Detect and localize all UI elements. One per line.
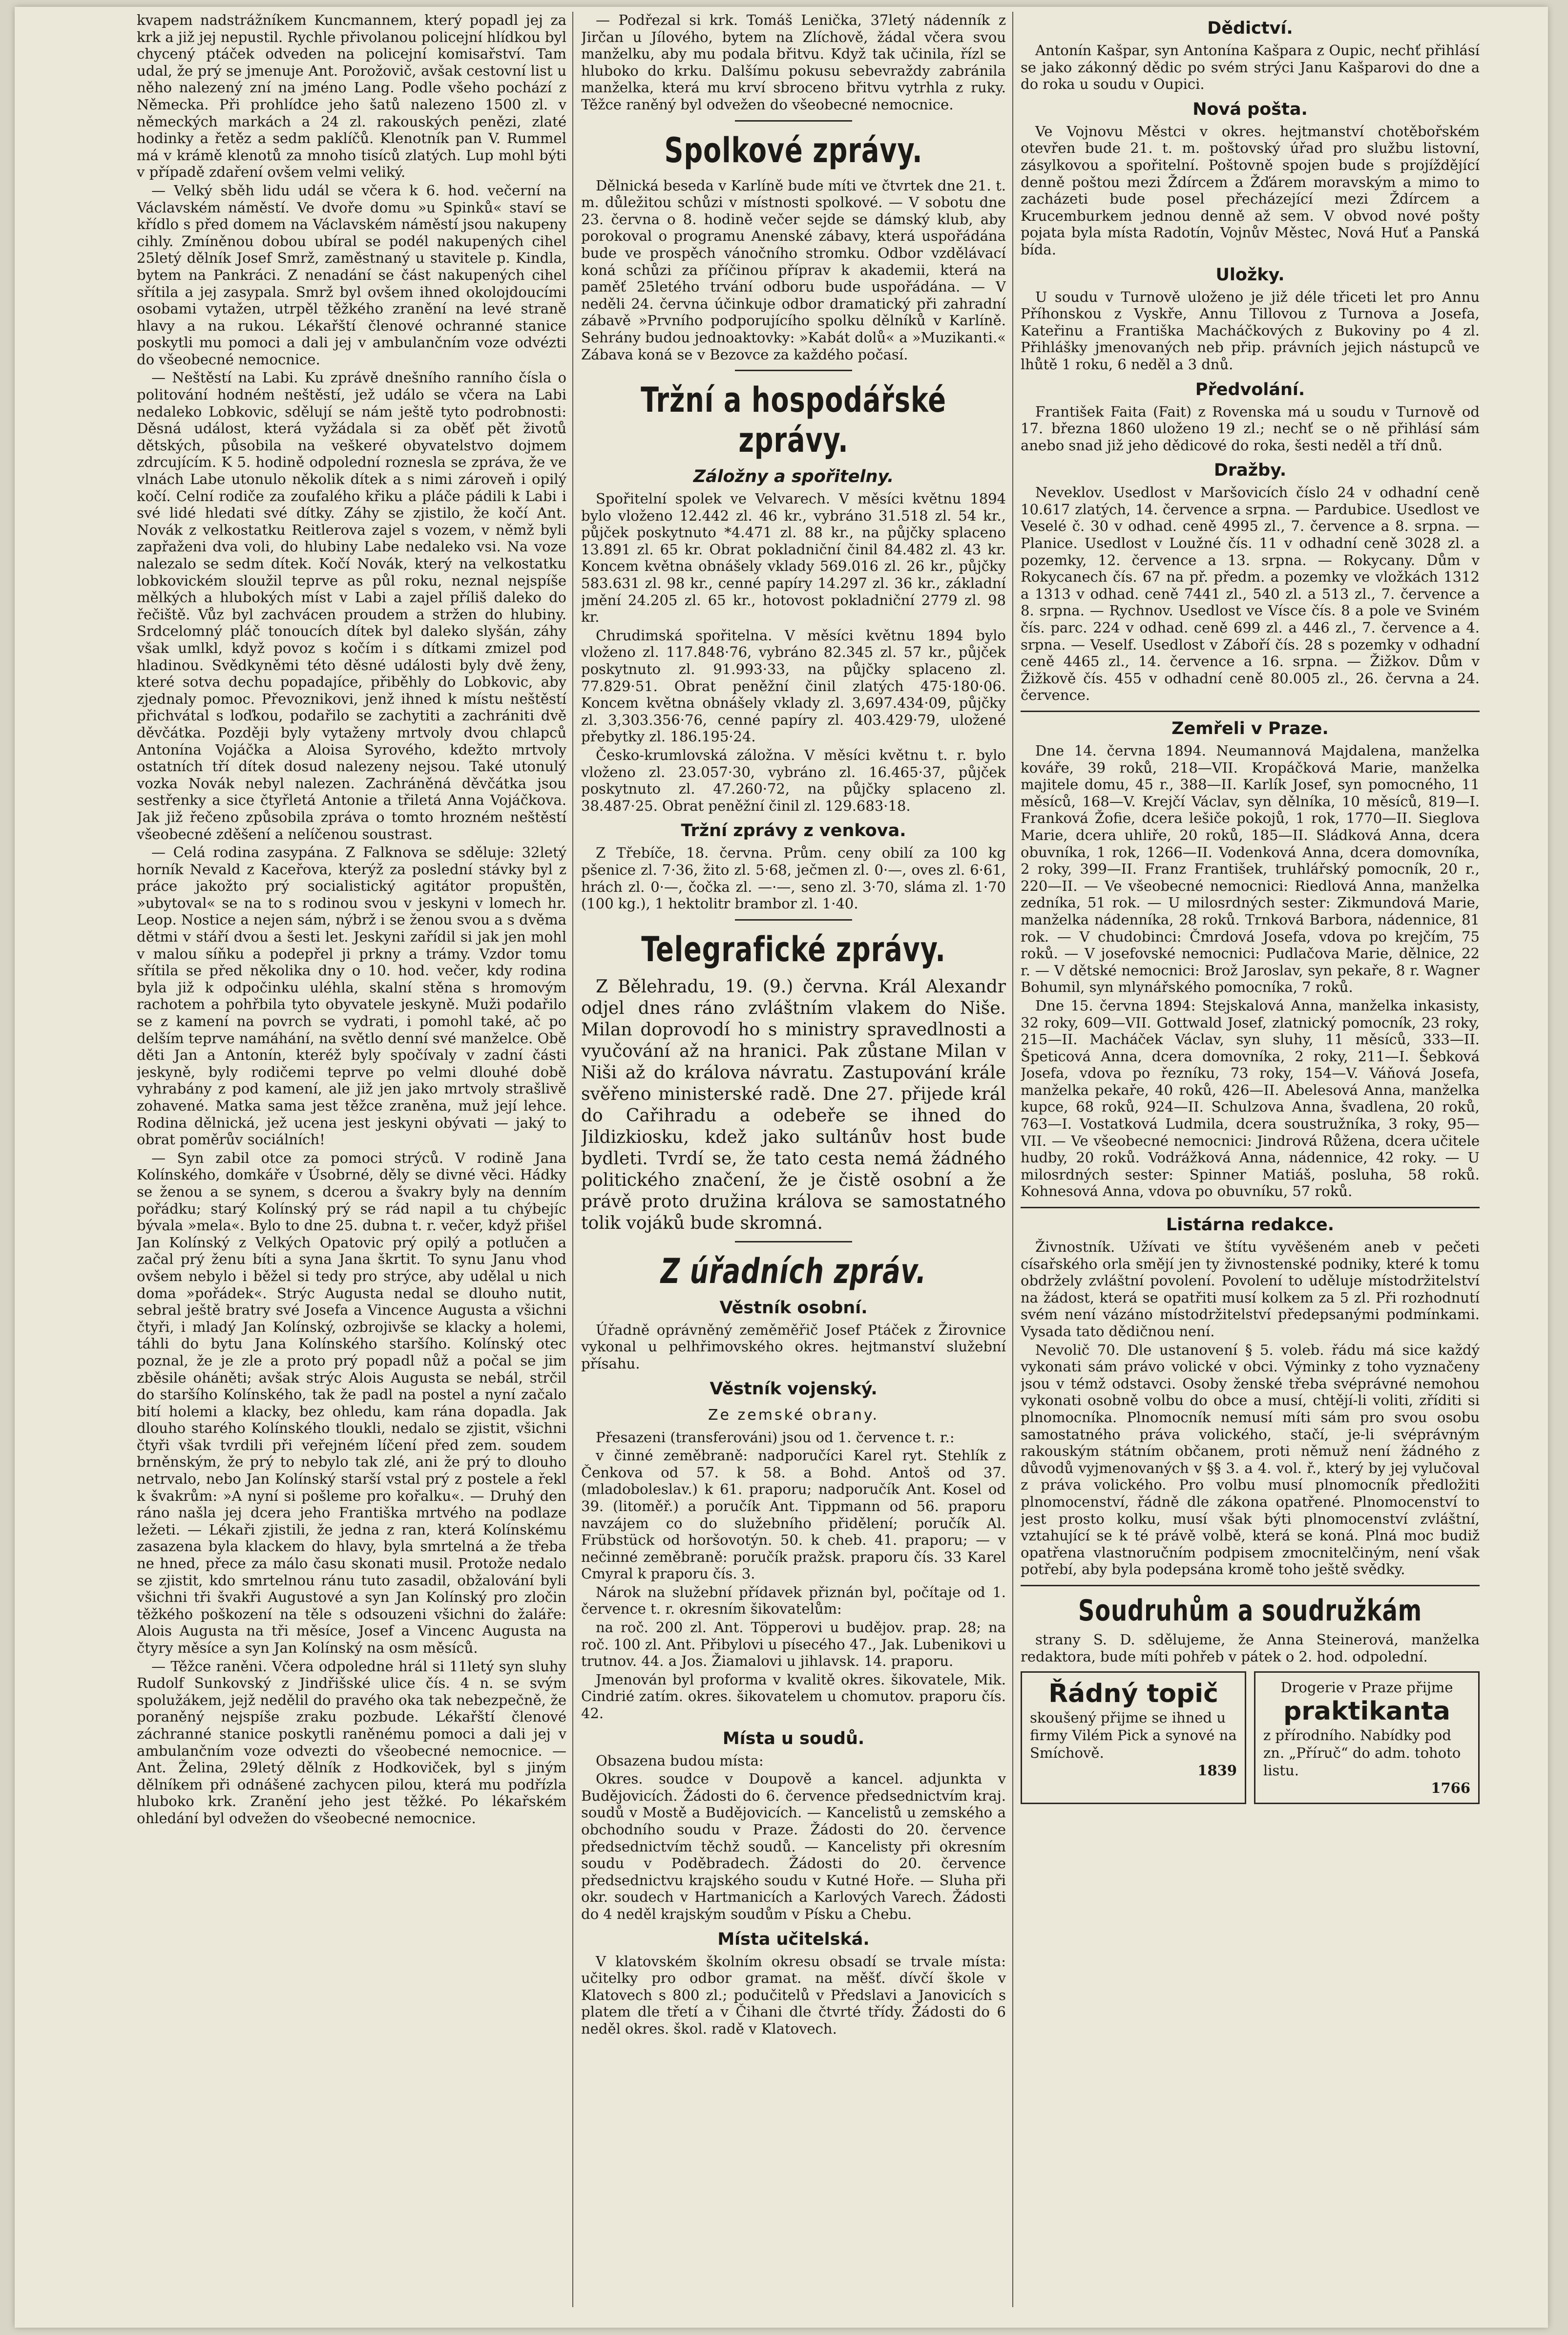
ad-body: z přírodního. Nabídky pod zn. „Příruč“ do adm. tohoto listu. [1263,1727,1461,1779]
sub-heading: Dražby. [1213,461,1287,481]
article-paragraph: — Těžce raněni. Včera odpoledne hrál si 11letý syn sluhy Rudolf Sunkovský z Jindřišské ulice čís. 4 n. se svým spolužákem, jejž nedělil do pravého oka tak nebezpečně, že poraněný nejspíše zraku pozbude. Lékařští členové záchranné stanice poskytli raněnému pomoci a dali jej v ambulančním voze odvezti do všeobecné nemocnice. — Ant. Želina, 29letý dělník z Hodkoviček, byl s jiným dělníkem při odnášené zachycen pilou, která mu podřízla hluboko krk. Zranění jeho jest těžké. Po lékařském ohledání byl odvežen do všeobecné nemocnice. [137,1658,566,1827]
article-paragraph: Úřadně oprávněný zeměměřič Josef Ptáček z Žirovnice vykonal u pelhřimovského okres. hejtmanství služební přísahu. [581,1321,1006,1372]
article-paragraph: Ve Vojnovu Městci v okres. hejtmanství chotěbořském otevřen bude 21. t. m. poštovský úřad pro službu listovní, zásylkovou a spořitelní. Poštovně spojen bude s projíždějící denně poštou mezi Ždírcem a Žďárem moravským a mimo to zacházeti bude posel přecházející mezi Ždírcem a Krucemburkem jednou denně až sem. V obvod nové pošty pojata byla místa Radotín, Vojnův Městec, Nová Huť a Panská bída. [1021,123,1480,258]
article-paragraph: Spořitelní spolek ve Velvarech. V měsíci květnu 1894 bylo vloženo 12.442 zl. 46 kr., vybráno 31.518 zl. 54 kr., půjček poskytnuto *4.471 zl. 88 kr., na půjčky splaceno 13.891 zl. 65 kr. Obrat pokladniční činil 84.482 zl. 43 kr. Koncem května obnášely vklady 569.016 zl. 26 kr., půjčky 583.631 zl. 98 kr., cenné papíry 14.297 zl. 36 kr., základní jmění 24.205 zl. 65 kr., hotovost pokladniční 2779 zl. 98 kr. [581,490,1006,626]
article-paragraph: Přesazeni (transferováni) jsou od 1. července t. r.: [596,1429,955,1446]
ad-top-line: Drogerie v Praze přijme [1280,1679,1453,1696]
article-paragraph: František Faita (Fait) z Rovenska má u soudu v Turnově od 17. března 1860 uloženo 19 zl.; nechť se o ně přihlásí sám anebo snad již jeho dědicové do roka, šesti neděl a tří dnů. [1021,403,1480,454]
article-paragraph: Obsazena budou místa: [596,1752,764,1769]
section-divider [735,120,852,122]
sub-heading: Ze zemské obrany. [708,1406,879,1424]
ad-body: skoušený přijme se ihned u firmy Vilém Pick a synové na Smíchově. [1030,1709,1237,1762]
column-right [1021,12,1480,2317]
sub-heading: Místa u soudů. [722,1728,865,1748]
article-paragraph: — Neštěstí na Labi. Ku zprávě dnešního ranního čísla o politování hodném neštěstí, jež událo se včera na Labi nedaleko Lobkovic, sdělují se nám ještě tyto podrobnosti: Děsná událost, která vyžádala si za oběť pět životů dětských, působila na veškeré obyvatelstvo dojmem zdrcujícím. K 5. hodině odpolední roznesla se zpráva, že ve vlnách Labe utonulo několik dítek a s nimi zároveň i opilý kočí. Celní rodiče za zoufalého křiku a pláče pádili k Labi i své lidé hledati své dítky. Záhy se zjistilo, že kočí Ant. Novák z velkostatku Reitlerova zajel s vozem, v němž byli zapřaženi dva voli, do hlubiny Labe nedaleko vsi. Na voze nalezalo se sedm dítek. Kočí Novák, který na velkostatku lobkovickém sloužil teprve as půl roku, neznal nejspíše mělkých a hlubokých míst v Labi a zajel příliš daleko do řečiště. Vůz byl zachvácen proudem a stržen do hlubiny. Srdcelomný pláč tonoucích dítek byl daleko slyšán, záhy však umlkl, když povoz s kočím i s dítkami zmizel pod hladinou. Svědkyněmi této děsné události byly dvě ženy, které sotva dechu popadajíce, přiběhly do Lobkovic, aby zjednaly pomoc. Převoznikovi, jenž ihned k místu neštěstí přichvátal s loďkou, podařilo se zachytiti a zachrániti dvě děvčátka. Později byly vytaženy mrtvoly dvou chlapců Antonína Vojáčka a Aloisa Syrového, kdežto mrtvoly ostatních tří dítek dosud nalezeny nejsou. Také utonulý vozka Novák nebyl nalezen. Zachráněná děvčátka jsou sestřenky a sice čtyřletá Antonie a třiletá Anna Vojáčkova. Jak již řečeno způsobila zpráva o tomto hrozném neštěstí všeobecné zděšení a nelíčenou soustrast. [137,369,566,842]
article-paragraph: Česko-krumlovská záložna. V měsíci květnu t. r. bylo vloženo zl. 23.057·30, vybráno zl. 16.465·37, půjček poskytnuto zl. 47.260·72, na půjčky splaceno zl. 38.487·25. Obrat peněžní činil zl. 129.683·18. [581,747,1006,814]
sub-heading: Tržní zprávy z venkova. [681,821,906,841]
article-paragraph: Jmenován byl proforma v kvalitě okres. šikovatele, Mik. Cindrié zatím. okres. šikovatelem u chomutov. praporu čís. 42. [581,1671,1006,1722]
column-rule [572,12,573,2307]
section-divider [735,370,852,371]
article-paragraph: — Velký sběh lidu udál se včera k 6. hod. večerní na Václavském náměstí. Ve dvoře domu »u Spinků« staví se křídlo s před domem na Václavském náměstí jsou nakupeny cihly. Zmíněnou dobou ubíral se podél nakupených cihel 25letý dělník Josef Smrž, zaměstnaný u stavitele p. Kindla, bytem na Pankráci. Z nenadání se část nakupených cihel sřítila a jej zasypala. Smrž byl ovšem ihned okolojdoucími osobami vytažen, utrpěl těžkého zranění na levé straně hlavy a na rukou. Lékařští členové ochranné stanice poskytli mu pomoci a dali jej v ambulančním voze odvézti do všeobecné nemocnice. [137,182,566,368]
article-paragraph: U soudu v Turnově uloženo je již déle třiceti let pro Annu Příhonskou z Vyskře, Annu Tillovou z Turnova a Josefa, Kateřinu a Františka Macháčkových z Bukoviny po 4 zl. Přihlášky jmenovaných neb přip. právních jejich nástupců ve lhůtě 1 roku, 6 neděl a 3 dnů. [1021,288,1480,373]
article-paragraph: — Celá rodina zasypána. Z Falknova se sděluje: 32letý horník Nevald z Kaceřova, kterýž za poslední stávky byl z práce jakožto prý socialistický agitátor propuštěn, »ubytoval« se na to s rodinou svou v jeskyni v lomech hr. Leop. Nostice a nejen sám, nýbrž i se ženou svou a s dvěma dětmi v stáří dvou a šesti let. Jeskyni zařídil si jak jen mohl v malou síňku a podepřel ji prkny a trámy. Vzdor tomu sřítila se před několika dny o 10. hod. večer, kdy rodina byla již k odpočinku uléhla, skalní stěna s hromovým rachotem a pohřbila tyto obyvatele jeskyně. Muži podařilo se z kamení na povrch se vydrati, i pomohl také, ač po delším teprve namáhání, na světlo denní své manželce. Obě děti Jan a Antonín, kteréž byly spočívaly v zadní části jeskyně, byly rodičemi teprve po velmi dlouhé době vyhrabány z pod kamení, ale již jen jako mrtvoly strašlivě zohavené. Matka sama jest těžce zraněna, muž její lehce. Rodina dělnická, jež ucena jest jeskyni obývati — jaký to obrat poměrův sociálních! [137,844,566,1148]
column-left [137,12,566,2317]
article-paragraph: — Podřezal si krk. Tomáš Lenička, 37letý nádenník z Jirčan u Jílového, bytem na Zlíchově, žádal včera svou manželku, aby mu podala břitvu. Když tak učinila, řízl se hluboko do krku. Dalšímu pokusu sebevraždy zabránila manželka, která mu krví sbroceno břitvu vytrhla z ruky. Těžce raněný byl odvežen do všeobecné nemocnice. [581,12,1006,113]
article-paragraph: Dne 14. června 1894. Neumannová Majdalena, manželka kováře, 39 roků, 218—VII. Kropáčková Marie, manželka majitele domu, 45 r., 388—II. Karlík Josef, syn pomocného, 11 měsíců, 168—V. Krejčí Václav, syn dělníka, 10 měsíců, 819—I. Franková Žofie, dcera lešiče pokojů, 1 rok, 1770—II. Sieglova Marie, dcera uhliře, 20 roků, 185—II. Sládková Anna, dcera obuvníka, 1 rok, 1266—II. Vodenková Anna, dcera domovníka, 2 roky, 399—II. Franz František, truhlářský pomocník, 20 r., 220—II. — Ve všeobecné nemocnici: Riedlová Anna, manželka zedníka, 51 rok. — U milosrdných sester: Zikmundová Marie, manželka nádenníka, 28 roků. Trnková Barbora, nádennice, 81 rok. — V chudobinci: Čmrdová Josefa, vdova po krejčím, 75 roků. — V josefovské nemocnici: Pudlačova Marie, dělnice, 22 r. — V dětské nemocnici: Brož Jaroslav, syn pekaře, 8 r. Wagner Bohumil, syn mlynářského pomocníka, 7 roků. [1021,742,1480,996]
article-paragraph: — Syn zabil otce za pomoci strýců. V rodině Jana Kolínského, domkáře v Úsobrné, děly se divné věci. Hádky se ženou a se synem, s dcerou a švakry byly na denním pořádku; starý Kolínský prý se rád napil a tu chýbejíc bývala »mela«. Bylo to dne 25. dubna t. r. večer, když přišel Jan Kolínský z Velkých Opatovic prý opilý a potlučen a začal prý ženu bíti a syna Jana škrtit. To synu Janu vhod ovšem nebylo i běžel si tedy pro strýce, aby udělal u nich doma »pořádek«. Strýc Augusta nedal se dlouho nutit, sebral ještě bratry své Josefa a Vincence Augusta a všichni čtyři, i mladý Jan Kolínský, ozbrojivše se klacky a holemi, táhli do bytu Jana Kolínského staršího. Kolínský otec poznal, že je zle a proto prý popadl nůž a počal se jim zběsile oháněti; avšak strýc Alois Augusta se nebál, strčil do staršího Kolínského, tak že padl na postel a nyní začalo bití holemi a klacky, bez ohledu, kam rána dopadla. Jak dlouho starého Kolínského tloukli, nedalo se zjistit, všichni čtyři však tvrdili při veřejném líčení před zem. soudem brněnským, že prý to nebylo tak zlé, ani že prý to dlouho netrvalo, nebo Jan Kolínský starší vstal prý z postele a řekl k švakrům: »A nyní si pošleme pro kořalku«. — Druhý den ráno našla jej dcera jeho Františka mrtvého na podlaze ležeti. — Lékaři zjistili, že jedna z ran, která Kolínskému zasazena byla klackem do hlavy, byla smrtelná a že třeba ne hned, přece za málo času skonati musil. Protože nedalo se zjistit, kdo smrtelnou ránu tuto zasadil, obžalování byli všichni tři švakři Augustové a syn Jan Kolínský pro zločin těžkého poškození na těle s odsouzeni všichni do žaláře: Alois Augusta na tři měsíce, Josef a Vincenc Augusta na čtyry měsíce a syn Jan Kolínský na osm měsíců. [137,1149,566,1656]
section-divider [1021,711,1480,712]
article-paragraph: na roč. 200 zl. Ant. Töpperovi u budějov. prap. 28; na roč. 100 zl. Ant. Přibylovi u písecého 47., Jak. Lubenikovi u trutnov. 44. a Jos. Žiamalovi u jihlavsk. 14. praporu. [581,1619,1006,1670]
article-paragraph: Z Bělehradu, 19. (9.) června. Král Alexandr odjel dnes ráno zvláštním vlakem do Niše. Milan doprovodí ho s ministry spravedlnosti a vyučování až na hranici. Pak zůstane Milan v Niši až do králova návratu. Zastupování krále svěřeno ministerské radě. Dne 27. přijede král do Cařihradu a odebeře se ihned do Jildizkiosku, kdež jako sultánův host bude bydleti. Tvrdí se, že tato cesta nemá žádného politického značení, že je čistě osobní a že právě proto družina králova se samostatného tolik vojáků bude skromná. [581,976,1006,1233]
section-heading: Tržní a hospodářské zprávy. [641,380,946,461]
article-paragraph: Dne 15. června 1894: Stejskalová Anna, manželka inkasisty, 32 roky, 609—VII. Gottwald Josef, zlatnický pomocník, 23 roky, 215—II. Macháček Václav, syn sluhy, 11 měsíců, 333—II. Špeticová Anna, dcera domovníka, 2 roky, 211—I. Šebková Josefa, vdova po řezníku, 73 roky, 154—V. Váňová Josefa, manželka pekaře, 40 roků, 426—II. Abelesová Anna, manželka kupce, 68 roků, 924—II. Schulzova Anna, švadlena, 20 roků, 763—I. Vostatková Ludmila, dcera soustružníka, 3 roky, 95—VII. — Ve všeobecné nemocnici: Jindrová Růžena, dcera učitele hudby, 20 roků. Vodrážková Anna, nádennice, 42 roky. — U milosrdných sester: Spinner Matiáš, posluha, 58 roků. Kohnesová Anna, vdova po obuvníku, 57 roků. [1021,997,1480,1200]
classified-ads [1021,1666,1480,1804]
article-paragraph: Z Třebíče, 18. června. Prům. ceny obilí za 100 kg pšenice zl. 7·36, žito zl. 5·68, ječmen zl. 0·—, oves zl. 6·61, hrách zl. 0·—, čočka zl. —·—, seno zl. 3·70, sláma zl. 1·70 (100 kg.), 1 hektolitr brambor zl. 1·40. [581,844,1006,912]
ad-number: 1766 [1431,1780,1470,1797]
article-paragraph: Okres. soudce v Doupově a kancel. adjunkta v Budějovicích. Žádosti do 6. července předsednictvím kraj. soudů v Mostě a Budějovicích. — Kancelistů u zemského a obchodního soudu v Praze. Žádosti do 20. července předsednictvím těchž soudů. — Kancelisty při okresním soudu v Poděbradech. Žádosti do 20. července předsednictvu krajského soudu v Kutné Hoře. — Sluha při okr. soudech v Hartmanicích a Karlových Varech. Žádosti do 4 neděl krajským soudům v Písku a Chebu. [581,1770,1006,1922]
section-divider [735,1241,852,1242]
sub-heading: Místa učitelská. [717,1929,870,1949]
column-middle [581,12,1006,2317]
article-paragraph: v činné zeměbraně: nadporučíci Karel ryt. Stehlík z Čenkova od 57. k 58. a Bohd. Antoš od 37. (mladoboleslav.) k 61. praporu; nadporučík Ant. Kosel od 39. (litoměř.) a poručík Ant. Tippmann od 56. praporu navzájem co do služebního přidělení; poručík Al. Frübstück od horšovotýn. 50. k cheb. 41. praporu; — v nečinné zeměbraně: poručík pražsk. praporu čís. 33 Karel Cmyral k praporu čís. 3. [581,1447,1006,1582]
article-paragraph: Neveklov. Usedlost v Maršovicích číslo 24 v odhadní ceně 10.617 zlatých, 14. července a srpna. — Pardubice. Usedlost ve Veselé č. 30 v odhad. ceně 4995 zl., 7. července a 8. srpna. — Planice. Usedlost v Loužné čís. 11 v odhadní ceně 3028 zl. a pozemky, 12. července a 13. srpna. — Rokycany. Dům v Rokycanech čís. 67 na př. předm. a pozemky ve vložkách 1312 a 1313 v odhad. ceně 7441 zl., 540 zl. a 513 zl., 7. července a 8. srpna. — Rychnov. Usedlost ve Vísce čís. 8 a pole ve Sviném čís. parc. 224 v odhad. ceně 699 zl. a 446 zl., 7. července a 4. srpna. — Veself. Usedlost v Záboří čís. 28 s pozemky v odhadní ceně 4465 zl., 14. července a 16. srpna. — Žižkov. Dům v Žižkově čís. 455 v odhadní ceně 80.005 zl., 26. června a 24. července. [1021,484,1480,704]
article-paragraph: Dělnická beseda v Karlíně bude míti ve čtvrtek dne 21. t. m. důležitou schůzi v místnosti spolkové. — V sobotu dne 23. června o 8. hodině večer sejde se dámský klub, aby porokoval o programu Anenské zábavy, která uspořádána bude ve prospěch vánočního stromku. Odbor vzdělávací koná schůzi za příčinou příprav k akademii, která na paměť 25letého trvání odboru bude uspořádána. — V neděli 24. června účinkuje odbor dramatický při zahradní zábavě »Prvního podporujícího spolku dělníků v Karlíně. Sehrány budou jednoaktovky: »Kabát dolů« a »Muzikanti.« Zábava koná se v Bezovce za každého počasí. [581,177,1006,363]
section-divider [735,919,852,921]
article-paragraph: Živnostník. Užívati ve štítu vyvěšeném aneb v pečeti císařského orla smějí jen ty živnostenské podniky, které k tomu obdržely zvláštní povolení. Povolení to uděluje místodržitelství na žádost, která se opatřiti musí kolkem za 5 zl. Při rozhodnutí svém není vázáno místodržitelství předepsanými podmínkami. Vysada tato dědičnou není. [1021,1239,1480,1340]
column-rule [1012,12,1013,2307]
ad-number: 1839 [1197,1762,1237,1779]
section-divider [1021,1585,1480,1586]
sub-heading: Věstník vojenský. [710,1379,878,1399]
sub-heading: Listárna redakce. [1166,1215,1335,1235]
ad-title: praktikanta [1283,1697,1450,1726]
sub-heading: Věstník osobní. [719,1298,868,1318]
section-heading: Z úřadních zpráv. [660,1251,927,1291]
ad-title: Řádný topič [1048,1679,1218,1709]
sub-heading: Zemřeli v Praze. [1171,719,1329,738]
article-paragraph: Chrudimská spořitelna. V měsíci květnu 1894 bylo vloženo zl. 117.848·76, vybráno 82.345 zl. 57 kr., půjček poskytnuto zl. 91.993·33, na půjčky splaceno zl. 77.829·51. Obrat peněžní činil zlatých 475·180·06. Koncem května obnášely vklady zl. 3,697.434·09, půjčky zl. 3,303.356·76, cenné papíry zl. 403.429·79, uložené přebytky zl. 186.195·24. [581,627,1006,745]
sub-heading: Předvolání. [1195,379,1305,400]
classified-ad [1021,1671,1246,1804]
section-divider [1021,1207,1480,1208]
article-paragraph: Nárok na služební přídavek přiznán byl, počítaje od 1. července t. r. okresním šikovatelům: [581,1583,1006,1618]
article-paragraph: strany S. D. sdělujeme, že Anna Steinerová, manželka redaktora, bude míti pohřeb v pátek o 2. hod. odpolední. [1021,1631,1480,1665]
newspaper-page [15,7,1548,2328]
sub-heading: Dědictví. [1207,19,1293,38]
sub-heading: Záložny a spořitelny. [693,467,894,487]
article-paragraph: Nevolič 70. Dle ustanovení § 5. voleb. řádu má sice každý vykonati sám právo volické v obci. Výminky z toho vyznačeny jsou v témž odstavci. Osoby ženské třeba svéprávné nemohou vykonati osobně volbu do obce a musí, chtějí-li voliti, zříditi si plnomocníka. Plnomocník nemusí míti sám pro svou osobu samostatného práva volického, stačí, je-li svéprávným rakouským státním občanem, proti němuž není žádného z důvodů vyjmenovaných v §§ 3. a 4. vol. ř., který by jej vylučoval z práva volického. Pro volbu musí plnomocník předložiti plnomocenství, řádně dle zákona opatřené. Plnomocenství to jest prosto kolku, musí však býti plnomocenství zvláštní, vztahující se k té právě volbě, která se koná. Plná moc budiž opatřena vlastnoručním podpisem zmocnitelčiným, není však potřebí, aby byla podepsána kromě toho ještě svědky. [1021,1341,1480,1578]
section-heading: Soudruhům a soudružkám [1078,1593,1422,1628]
sub-heading: Nová pošta. [1192,99,1308,119]
section-heading: Telegrafické zprávy. [641,929,946,969]
article-paragraph: V klatovském školním okresu obsadí se trvale místa: učitelky pro odbor gramat. na měšť. dívčí škole v Klatovech s 800 zl.; podučitelů v Předslavi a Janovicích s platem dle třetí a v Čihani dle čtvrté třídy. Žádosti do 6 neděl okres. škol. radě v Klatovech. [581,1953,1006,2037]
section-heading: Spolkové zprávy. [664,130,923,170]
sub-heading: Uložky. [1215,265,1285,285]
article-paragraph: Antonín Kašpar, syn Antonína Kašpara z Oupic, nechť přihlásí se jako zákonný dědic po svém strýci Janu Kašparovi do dne a do roka u soudu v Oupici. [1021,42,1480,93]
classified-ad [1254,1671,1480,1804]
article-paragraph: kvapem nadstrážníkem Kuncmannem, který popadl jej za krk a již jej nepustil. Rychle přivolanou policejní hlídkou byl chycený ptáček odveden na policejní komisařství. Tam udal, že prý se jmenuje Ant. Porožovič, avšak cestovní list u něho nalezený zní na jméno Lang. Podle všeho pochází z Německa. Při prohlídce jeho šatů nalezeno 1500 zl. v německých markách a 24 zl. rakouských penězi, zlaté hodinky a řetěz a sedm paklíčů. Klenotník pan V. Rummel má v krámě klenotů za mnoho tisíců zlatých. Lup mohl býti v případě zdaření ovšem velmi veliký. [137,12,566,181]
